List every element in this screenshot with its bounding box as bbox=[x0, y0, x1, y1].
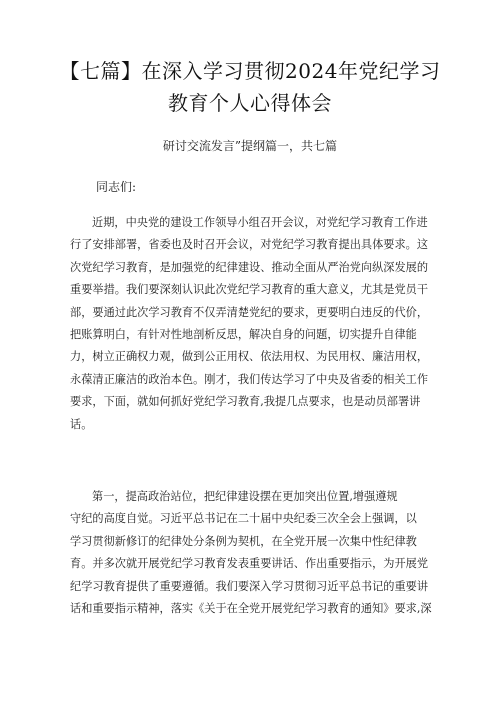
paragraph-line: 学习贯彻新修订的纪律处分条例为契机，在全党开展一次集中性纪律教 bbox=[70, 534, 417, 548]
paragraph-line: 话。 bbox=[70, 417, 93, 431]
document-title-line-1: 【七篇】在深入学习贯彻2024年党纪学习 bbox=[59, 59, 441, 83]
paragraph-line: 力，树立正确权力观，做到公正用权、依法用权、为民用权、廉洁用权， bbox=[70, 350, 429, 364]
salutation: 同志们: bbox=[96, 180, 137, 194]
document-title-line-2: 教育个人心得体会 bbox=[168, 91, 332, 115]
paragraph-line: 重要举措。我们要深刻认识此次党纪学习教育的重大意义，尤其是党员干 bbox=[70, 283, 429, 297]
paragraph-2 bbox=[70, 486, 432, 620]
paragraph-line: 永葆清正廉洁的政治本色。刚才，我们传达学习了中央及省委的相关工作 bbox=[70, 372, 429, 386]
paragraph-line: 纪学习教育提供了重要遵循。我们要深入学习贯彻习近平总书记的重要讲 bbox=[70, 579, 429, 593]
paragraph-line: 部，要通过此次学习教育不仅弄清楚党纪的要求，更要明白违反的代价， bbox=[70, 305, 429, 319]
paragraph-line: 第一，提高政治站位，把纪律建设摆在更加突出位置,增强遵规 bbox=[92, 490, 398, 503]
paragraph-line: 话和重要指示精神，落实《关于在全党开展党纪学习教育的通知》要求,深 bbox=[70, 602, 432, 616]
paragraph-line: 育。并多次就开展党纪学习教育发表重要讲话、作出重要指示，为开展党 bbox=[70, 557, 429, 571]
paragraph-line: 行了安排部署，省委也及时召开会议，对党纪学习教育提出具体要求。这 bbox=[70, 238, 429, 252]
paragraph-line: 要求，下面，就如何抓好党纪学习教育,我提几点要求，也是动员部署讲 bbox=[70, 395, 421, 409]
paragraph-line: 次党纪学习教育，是加强党的纪律建设、推动全面从严治党向纵深发展的 bbox=[70, 260, 429, 274]
paragraph-line: 守纪的高度自觉。习近平总书记在二十届中央纪委三次全会上强调，以 bbox=[70, 512, 417, 526]
paragraph-1 bbox=[70, 212, 432, 436]
paragraph-line: 近期，中央党的建设工作领导小组召开会议，对党纪学习教育工作进 bbox=[92, 216, 428, 229]
document-subtitle: 研讨交流发言”提纲篇一，共七篇 bbox=[162, 139, 338, 153]
paragraph-line: 把账算明白，有针对性地剖析反思，解决自身的问题，切实提升自律能 bbox=[70, 328, 417, 342]
